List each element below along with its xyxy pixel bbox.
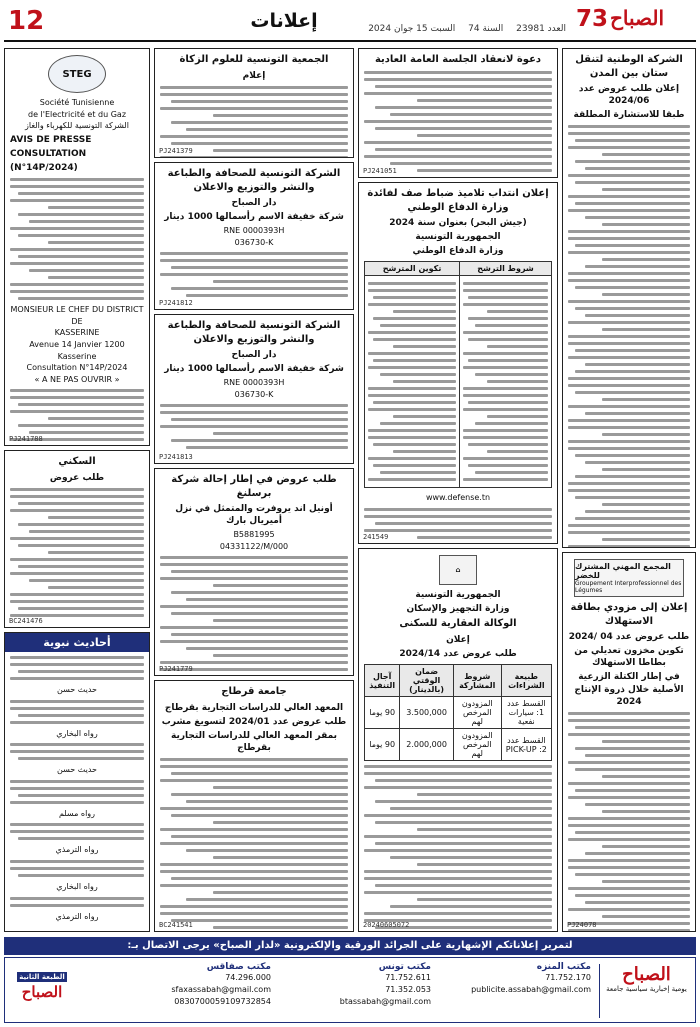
- gdg-potato-tender-ad: [562, 552, 696, 932]
- press2-title: الشركة التونسية للصحافة والطباعة والنشر والتوزيع والاعلان: [167, 320, 341, 345]
- assembly-ref: PJ241051: [363, 167, 397, 175]
- gdg-logo-fr: Groupement Interprofessionnel des Légumes: [575, 580, 682, 594]
- gdg-title: إعلان إلى مزودي بطاقة الاستهلاك: [570, 602, 688, 627]
- defense-col-training: تكوين المترشح: [365, 262, 460, 276]
- agency-col-guarantee: ضمان الوقتي (بالدينار): [400, 665, 453, 697]
- sfax-body: [160, 758, 348, 932]
- newspaper-logo[interactable]: [576, 6, 692, 32]
- office-menzah-phone: 71.752.170: [545, 973, 591, 982]
- assembly-title: دعوة لانعقاد الجلسة العامة العادية: [374, 54, 542, 65]
- steg-logo-icon: STEG: [48, 55, 106, 93]
- sfax-title-2: المعهد العالي للدراسات التجارية بقرطاج: [164, 702, 344, 713]
- defense-title: إعلان انتداب تلاميذ ضباط صف لفائدة وزارة الدفاع الوطني: [367, 188, 549, 213]
- steg-address-2: KASSERINE: [54, 328, 100, 338]
- defense-footnote: [364, 508, 552, 544]
- assembly-body: [364, 71, 552, 172]
- agency-col-cond: شروط المشاركة: [453, 665, 501, 697]
- issue-line: [358, 24, 566, 34]
- gdg-body: [568, 712, 690, 932]
- table-row: القسط عدد 1: سيارات نفعية المزودون المرخص لهم 3.500,000 90 يوما: [365, 697, 552, 729]
- masthead: [4, 4, 696, 42]
- press2-rne: RNE 0000393H: [223, 378, 285, 388]
- defense-training-cell: [365, 276, 460, 488]
- agency-ministry-2: وزارة التجهيز والإسكان: [406, 604, 510, 615]
- gdg-title-4: في إطار الكتلة الزرعية الأصلية خلال ذروة الإنتاج 2024: [574, 672, 684, 707]
- hadith-column: [4, 632, 150, 932]
- gdg-logo-ar: المجمع المهني المشترك للخضر: [575, 562, 671, 580]
- footer: [4, 957, 696, 1023]
- defense-org-1: الجمهورية التونسية: [415, 232, 501, 243]
- aircraft-id-1: B5881995: [233, 530, 275, 540]
- steg-ref: PJ241788: [9, 435, 43, 443]
- hadith-source: رواه الترمذي: [55, 911, 99, 921]
- press1-ref: PJ241812: [159, 299, 193, 307]
- issue-date: السبت 15 جوان 2024: [368, 24, 456, 34]
- press2-company: شركة خفيفة الاسم رأسمالها 1000 دينار: [164, 364, 344, 375]
- steg-body: [10, 178, 144, 300]
- agency-ministry: الجمهورية التونسية: [415, 590, 501, 600]
- sfax-title: جامعة قرطاج: [221, 686, 287, 697]
- ministry-emblem-icon: ⌂: [439, 555, 477, 585]
- defense-ref: 241549: [363, 533, 389, 541]
- housing-agency-tender-ad: [358, 548, 558, 932]
- agency-col-time: آجال التنفيذ: [365, 665, 400, 697]
- footer-left-tag: الطبعة الثانية: [19, 973, 65, 981]
- logo-word: الصباح: [610, 6, 665, 30]
- defense-col-conditions: شروط الترشح: [460, 262, 552, 276]
- steg-number: (N°14P/2024): [10, 163, 78, 174]
- press-company-notice-1: [154, 162, 354, 310]
- footer-banner: لتمرير إعلاناتكم الإشهارية على الجرائد الورقية والإلكترونية «لدار الصباح» يرجى الاتصال بـ:: [4, 937, 696, 955]
- steg-org-2: de l'Electricité et du Gaz: [27, 109, 127, 119]
- agency-table: [364, 664, 552, 761]
- hadith-source: حديث حسن: [57, 685, 97, 694]
- steg-notice: « A NE PAS OUVRIR »: [34, 374, 120, 384]
- issue-number: العدد 23981: [516, 24, 566, 34]
- agency-body: [364, 765, 552, 932]
- contract-title: الشركة الوطنية لتنقل ستان بين المدن: [575, 54, 683, 79]
- hadith-source: رواه البخاري: [56, 881, 98, 891]
- office-menzah: مكتب المنزه 71.752.170 publicite.assabah@gmail.com: [441, 962, 591, 996]
- gdg-title-2: طلب عروض عدد 04 /2024: [568, 632, 690, 642]
- sfax-ref: BC241541: [159, 921, 193, 929]
- steg-address-1: MONSIEUR LE CHEF DU DISTRICT DE: [10, 305, 144, 326]
- aircraft-id-2: 04331122/M/000: [219, 541, 289, 551]
- press1-rne: RNE 0000393H: [223, 226, 285, 236]
- aircraft-title: طلب عروض في إطار إحالة شركة برسلنغ: [171, 474, 337, 499]
- contract-subtitle-2: طبقا للاستشارة المطلقة: [573, 110, 685, 121]
- press1-subtitle: دار الصباح: [231, 198, 277, 208]
- table-row: القسط عدد 2: PICK-UP المزودون المرخص لهم 2.000,000 90 يوما: [365, 729, 552, 761]
- footer-logo-word: الصباح: [622, 964, 671, 985]
- hadith-source: رواه البخاري: [56, 728, 98, 738]
- footer-logo-tag: يومية إخبارية سياسية جامعة: [606, 985, 687, 993]
- zakat-ref: PJ241379: [159, 147, 193, 155]
- steg-org-ar: الشركة التونسية للكهرباء والغاز: [25, 121, 129, 131]
- office-sfax-email[interactable]: sfaxassabah@gmail.com: [171, 985, 271, 994]
- steg-address-4: Consultation N°14P/2024: [26, 363, 128, 373]
- carthage-university-tender-ad: [154, 680, 354, 932]
- agency-call: طلب عروض عدد 2024/14: [399, 648, 517, 659]
- zakat-title: الجمعية التونسية للعلوم الزكاة: [179, 54, 329, 65]
- page-number: 12: [8, 6, 45, 36]
- office-tunis: مكتب تونس 71.752.611 71.352.053 btassabah@gmail.com: [281, 962, 431, 1008]
- steg-title-2: CONSULTATION: [10, 148, 87, 159]
- issue-year: السنة 74: [468, 24, 504, 34]
- housing-tender-ad: [4, 450, 150, 628]
- aircraft-ref: PJ241779: [159, 665, 193, 673]
- agency-title: الوكالة العقارية للسكنى: [399, 618, 517, 630]
- office-sfax: مكتب صفاقس 74.296.000 sfaxassabah@gmail.com 0830700059109732854: [121, 962, 271, 1008]
- defense-website[interactable]: www.defense.tn: [425, 493, 491, 503]
- aircraft-title-2: أونيل اند يروفرت والمتمثل في نزل أميريال بارك: [175, 504, 333, 527]
- agency-title-2: إعلان: [446, 634, 470, 645]
- gdg-ref: PJ24078: [567, 921, 597, 929]
- office-tunis-phone: 71.752.611: [385, 973, 431, 982]
- press-company-notice-2: [154, 314, 354, 464]
- press1-body: [160, 252, 348, 297]
- section-title: إعلانات: [250, 10, 318, 32]
- contract-tender-ad: [562, 48, 696, 548]
- contract-body: [568, 125, 690, 548]
- footer-account: 0830700059109732854: [174, 997, 271, 1006]
- office-menzah-email[interactable]: publicite.assabah@gmail.com: [471, 985, 591, 994]
- defense-conditions-cell: [460, 276, 552, 488]
- defense-org-2: وزارة الدفاع الوطني: [412, 246, 504, 257]
- agency-col-item: طبيعة الشراءات: [501, 665, 551, 697]
- gdg-logo: [574, 559, 684, 597]
- agency-ref: 20240605072: [363, 921, 410, 929]
- defense-table: [364, 261, 552, 488]
- hotel-sale-tender-ad: [154, 468, 354, 676]
- press2-code: 036730-K: [234, 389, 274, 399]
- general-assembly-notice: [358, 48, 558, 178]
- gdg-title-3: تكوين مخزون تعديلي من بطاطا الاستهلاك: [574, 646, 684, 669]
- hadith-banner: أحاديث نبوية: [5, 633, 149, 652]
- press1-title: الشركة التونسية للصحافة والطباعة والنشر والتوزيع والاعلان: [167, 168, 341, 193]
- press2-ref: PJ241813: [159, 453, 193, 461]
- zakat-association-notice: [154, 48, 354, 158]
- aircraft-body: [160, 556, 348, 676]
- zakat-subtitle: إعلام: [242, 70, 266, 81]
- press2-body: [160, 404, 348, 449]
- steg-address-3: Avenue 14 Janvier 1200 Kasserine: [29, 339, 125, 361]
- press1-company: شركة خفيفة الاسم رأسمالها 1000 دينار: [164, 212, 344, 223]
- office-tunis-email[interactable]: btassabah@gmail.com: [339, 997, 431, 1006]
- sonede-ref: BC241476: [9, 617, 43, 625]
- sonede-body: [10, 488, 144, 617]
- hadith-source: رواه مسلم: [58, 808, 96, 818]
- footer-logo[interactable]: [599, 964, 689, 1018]
- office-sfax-phone: 74.296.000: [225, 973, 271, 982]
- footer-left-word: الصباح: [21, 983, 63, 1001]
- hadith-source: رواه الترمذي: [55, 845, 99, 855]
- sonede-subtitle: طلب عروض: [49, 472, 105, 483]
- sfax-title-4: بمقر المعهد العالي للدراسات التجارية بقرطاج: [171, 730, 337, 753]
- contract-subtitle: إعلان طلب عروض عدد 2024/06: [578, 84, 680, 107]
- office-tunis-fax: 71.352.053: [385, 985, 431, 994]
- sonede-title: السكني: [58, 456, 96, 467]
- logo-number: 73: [576, 6, 609, 32]
- steg-consultation-ad: [4, 48, 150, 446]
- sfax-title-3: طلب عروض عدد 2024/01 لتسويغ مشرب: [161, 716, 347, 727]
- steg-title: AVIS DE PRESSE: [10, 134, 92, 145]
- hadith-source: حديث حسن: [57, 765, 97, 775]
- press1-code: 036730-K: [234, 237, 274, 247]
- defense-recruitment-ad: [358, 182, 558, 544]
- steg-org-1: Société Tunisienne: [39, 98, 115, 107]
- footer-left-logo[interactable]: [11, 964, 73, 1018]
- press2-subtitle: دار الصباح: [231, 350, 277, 360]
- defense-title-2: (جيش البحر) بعنوان سنة 2024: [389, 218, 527, 228]
